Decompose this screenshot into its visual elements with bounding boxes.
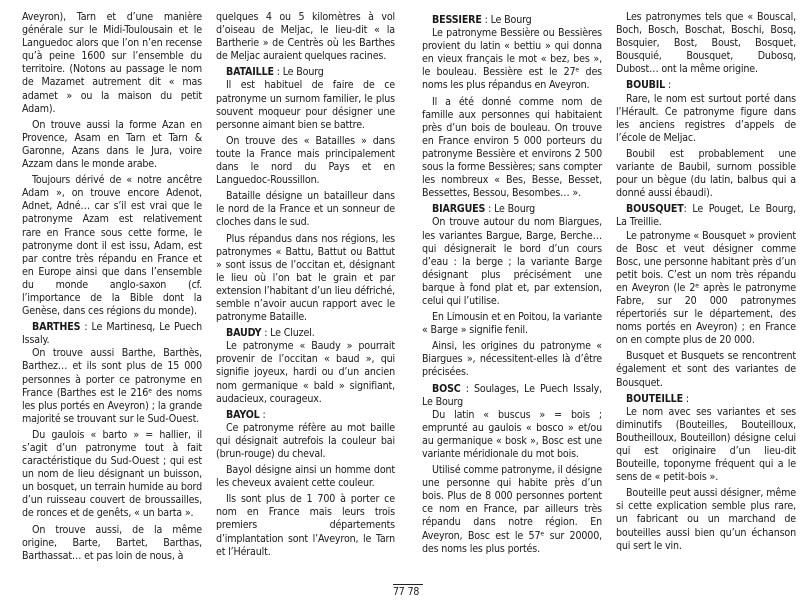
surname-heading: BARTHES [32,321,81,334]
paragraph: Le patronyme Bessière ou Bessières provient du latin « bettiu » qui donna en vieux français le mot « bez, bes », le bouleau. Bessière est le 27ᵉ des noms les plus répandus en Aveyron. [422,27,602,92]
surname-heading: BATAILLE [226,66,274,79]
paragraph: Il a été donné comme nom de famille aux personnes qui habitaient près d’un bois de bouleau. On trouve en France environ 5 000 porteurs du patronyme Bessière et environs 2 500 sous la forme Bessières; sans compter les nombreux « Bes, Besse, Besset, Bessettes, Bessou, Besombes… ». [422,95,602,200]
paragraph: Rare, le nom est surtout porté dans l’Hérault. Ce patronyme figure dans les anciens registres d’appels de l’école de Meljac. [616,92,796,144]
surname-locations: : Le Bourg [485,203,536,216]
entry-heading [216,66,395,79]
column-1 [22,11,202,566]
entry-heading [422,14,602,27]
paragraph: On trouve des « Batailles » dans toute la France mais principalement dans le nord du Pays et en Languedoc-Roussillon. [216,134,395,187]
paragraph: On trouve autour du nom Biargues, les variantes Bargue, Barge, Berche… qui désignerait le bord d’un cours d’eau : la berge ; la variante Barge désignant plus précisément une barque à fond plat et, par extension, celui qui l’utilise. [422,216,602,307]
surname-heading: BAUDY [226,327,262,340]
surname-heading: BOUSQUET [626,203,684,216]
page-number-right: 78 [407,586,420,598]
surname-locations: : [665,79,672,92]
entry-heading [422,383,602,409]
paragraph: Le patronyme « Bousquet » provient de Bosc et veut désigner comme Bosc, une personne habitant près d’un petit bois. C’est un nom très répandu en Aveyron (le 2ᵉ après le patronyme Fabre, sur 20 000 patronymes répertoriés sur le département, des noms portés en Aveyron) ; en France on en compte plus de 20 000. [616,229,796,347]
entry-heading [216,327,395,340]
column-3 [422,11,602,559]
paragraph: Boubil est probablement une variante de Baubil, surnom possible pour un bègue (du latin, balbus qui a donné aussi ébaudi). [616,147,796,200]
paragraph: Le patronyme « Baudy » pourrait provenir de l’occitan « baud », qui signifie joyeux, hardi ou d’un ancien nom germanique « bald » signifiant, audacieux, courageux. [216,340,395,405]
paragraph: Ils sont plus de 1 700 à porter ce nom en France mais leurs trois premiers départements d’implantation sont l’Aveyron, le Tarn et l’Hérault. [216,493,395,558]
surname-locations: : Le Bourg [273,66,324,79]
surname-locations: : Le Martinesq, Le Puech Issaly. [22,321,202,347]
paragraph: En Limousin et en Poitou, la variante « Barge » signifie fenil. [422,311,602,337]
surname-locations: : Le Cluzel. [261,327,315,340]
paragraph: On trouve aussi la forme Azan en Provence, Asam en Tarn et Tarn & Garonne, Azans dans le Jura, voire Azzam dans le monde arabe. [22,118,202,171]
surname-locations: : Le Bourg [481,14,532,26]
surname-locations: : Le Pouget, Le Bourg, La Treillie. [616,203,796,229]
entry-heading [616,79,796,92]
entry-heading [216,409,395,422]
paragraph: Bouteille peut aussi désigner, même si cette explication semble plus rare, un fabricant ou un marchand de bouteilles aussi bien qu’un échanson qui sert le vin. [616,487,796,552]
paragraph: Bayol désigne ainsi un homme dont les cheveux avaient cette couleur. [216,464,395,490]
page-number-left: 77 [393,586,405,598]
paragraph: Du gaulois « barto » = hallier, il s’agit d’un patronyme tout à fait caractéristique du Sud-Ouest ; qui est un nom de lieu désignant un buisson, un bosquet, un terrain humide au bord d’un ruisseau couvert de broussailles, de ronces et de genêts, « un barta ». [22,428,202,520]
paragraph: Busquet et Busquets se rencontrent également et sont des variantes de Bousquet. [616,350,796,389]
paragraph: Le nom avec ses variantes et ses diminutifs (Bouteilles, Bouteilloux, Boutheilloux, Bouteillon) désigne celui qui est originaire d’un lieu-dit Bouteille, toponyme fréquent qui a le sens de « petit-bois ». [616,405,796,484]
entry-heading [616,393,796,406]
entry-heading [422,203,602,216]
surname-locations: : Soulages, Le Puech Issaly, Le Bourg [422,382,602,408]
surname-heading: BOUBIL [626,79,666,92]
surname-heading: BESSIERE [432,14,482,26]
paragraph: On trouve aussi, de la même origine, Barte, Bartet, Barthas, Barthassat… et pas loin de nous, à [22,523,202,562]
continued-paragraph: Aveyron), Tarn et d’une manière générale sur le Midi-Toulousain et le Languedoc alors que l’on n’en recense qu’à peine 1600 sur l’ensemble du territoire. (Notons au passage le nom de Mazamet autrement dit « mas adamet » ou la maison du petit Adam). [22,11,202,115]
surname-heading: BOSC [432,382,461,395]
entry-heading [616,203,796,229]
entry-heading [22,321,202,347]
paragraph: Utilisé comme patronyme, il désigne une personne qui habite près d’un bois. Plus de 8 000 personnes portent ce nom en France, par ailleurs très répandu dans notre région. En Aveyron, Bosc est le 57ᵉ sur 20000, des noms les plus portés. [422,464,602,555]
paragraph: Il est habituel de faire de ce patronyme un surnom familier, le plus souvent moqueur pour désigner une personne aimant bien se battre. [216,79,395,131]
column-4 [616,11,796,556]
page-numbers [393,584,423,598]
surname-heading: BIARGUES [432,203,486,216]
surname-locations: : [259,408,266,421]
paragraph: Ainsi, les origines du patronyme « Biargues », nécessitent-elles là d’être précisées. [422,340,602,379]
paragraph: Ce patronyme réfère au mot baille qui désignait autrefois la couleur bai (brun-rouge) du cheval. [216,421,395,460]
surname-locations: : [682,392,689,405]
continued-paragraph: quelques 4 ou 5 kilomètres à vol d’oiseau de Meljac, le lieu-dit « la Bartherie » de Centrès où les Barthes de Meljac auraient quelques racines. [216,11,395,63]
surname-heading: BOUTEILLE [626,392,683,405]
paragraph: Du latin « buscus » = bois ; emprunté au gaulois « bosco » et/ou au germanique « bosk », Bosc est une variante méridionale du mot bois. [422,408,602,460]
paragraph: Plus répandus dans nos régions, les patronymes « Battu, Battut ou Battut » sont issus de l’occitan et, désignant le lieu où l’on bat le grain et par extension l’habitant d’un lieu défriché, semble n’avoir aucun rapport avec le patronyme Bataille. [216,232,395,324]
paragraph: Toujours dérivé de « notre ancêtre Adam », on trouve encore Adenot, Adnet, Adné… car s’il est vrai que le patronyme Azam est relativement rare en France sous cette forme, le patronyme dont il est issu, Adam, est par contre très répandu en France et en Europe ainsi que dans l’ensemble du monde anglo-saxon (cf. l’importance de la Bible dont la Genèse, dans ces régions du monde). [22,174,202,318]
paragraph: Les patronymes tels que « Bouscal, Boch, Bosch, Boschat, Boschi, Bosq, Bosquier, Bost, Boust, Bosquet, Bousquié, Bousquet, Dubosq, Dubost… ont la même origine. [616,11,796,76]
surname-heading: BAYOL [226,408,260,421]
paragraph: On trouve aussi Barthe, Barthès, Barthez… et ils sont plus de 15 000 personnes à porter ce patronyme en France (Barthes est le 216ᵉ des noms les plus portés en Aveyron) ; la grande majorité se trouvant sur le Sud-Ouest. [22,347,202,425]
column-2 [216,11,395,562]
paragraph: Bataille désigne un batailleur dans le nord de la France et un sonneur de cloches dans le sud. [216,190,395,229]
